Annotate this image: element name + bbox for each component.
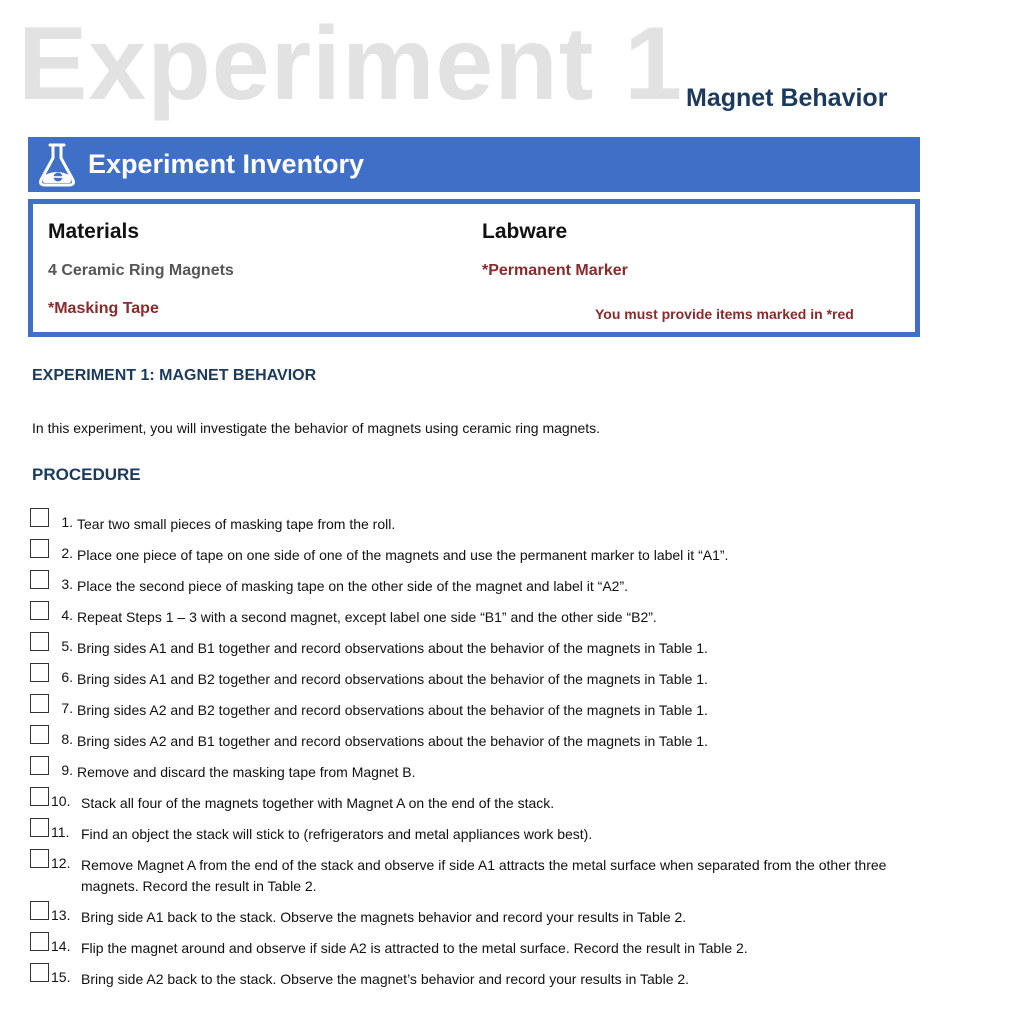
procedure-step <box>30 539 930 570</box>
step-number: 15. <box>51 969 71 985</box>
step-number: 12. <box>51 855 71 871</box>
procedure-step <box>30 901 930 932</box>
procedure-step <box>30 756 930 787</box>
step-checkbox[interactable] <box>30 663 49 682</box>
step-number: 6. <box>61 669 73 685</box>
labware-item-required: *Permanent Marker <box>482 262 628 279</box>
procedure-steps <box>30 508 930 994</box>
step-checkbox[interactable] <box>30 539 49 558</box>
procedure-step <box>30 849 930 901</box>
step-text: Remove and discard the masking tape from Magnet B. <box>77 764 416 780</box>
procedure-step <box>30 932 930 963</box>
step-text: Bring sides A1 and B1 together and record observations about the behavior of the magnets in Table 1. <box>77 640 708 656</box>
step-text: Bring side A1 back to the stack. Observe the magnets behavior and record your results in Table 2. <box>81 909 687 925</box>
procedure-step <box>30 570 930 601</box>
procedure-step <box>30 508 930 539</box>
section-title: EXPERIMENT 1: MAGNET BEHAVIOR <box>32 367 317 384</box>
step-text: Bring sides A2 and B2 together and record observations about the behavior of the magnets in Table 1. <box>77 702 708 718</box>
step-checkbox[interactable] <box>30 932 49 951</box>
step-number: 11. <box>51 824 70 840</box>
step-number: 8. <box>61 731 73 747</box>
step-text: Bring sides A1 and B2 together and record observations about the behavior of the magnets in Table 1. <box>77 671 708 687</box>
step-text: Place the second piece of masking tape on the other side of the magnet and label it “A2”. <box>77 578 629 594</box>
step-text: Bring side A2 back to the stack. Observe the magnet’s behavior and record your results in Table 2. <box>81 971 690 987</box>
step-number: 2. <box>61 545 73 561</box>
step-text: Stack all four of the magnets together with Magnet A on the end of the stack. <box>81 795 555 811</box>
procedure-step <box>30 632 930 663</box>
step-text: Place one piece of tape on one side of one of the magnets and use the permanent marker to label it “A1”. <box>77 547 729 563</box>
step-checkbox[interactable] <box>30 849 49 868</box>
step-number: 13. <box>51 907 71 923</box>
step-number: 5. <box>61 638 73 654</box>
step-text: Flip the magnet around and observe if side A2 is attracted to the metal surface. Record the result in Table 2. <box>81 940 748 956</box>
step-text: Repeat Steps 1 – 3 with a second magnet, except label one side “B1” and the other side “B2”. <box>77 609 657 625</box>
procedure-step <box>30 725 930 756</box>
experiment-big-title: Experiment 1 <box>18 6 684 122</box>
step-checkbox[interactable] <box>30 818 49 837</box>
inventory-header-bar <box>28 137 920 192</box>
step-checkbox[interactable] <box>30 963 49 982</box>
step-checkbox[interactable] <box>30 756 49 775</box>
material-item: 4 Ceramic Ring Magnets <box>48 262 234 279</box>
step-checkbox[interactable] <box>30 632 49 651</box>
experiment-subtitle: Magnet Behavior <box>686 84 888 112</box>
procedure-step <box>30 694 930 725</box>
step-number: 9. <box>61 762 73 778</box>
inventory-box <box>28 199 920 337</box>
material-item-required: *Masking Tape <box>48 300 159 317</box>
step-checkbox[interactable] <box>30 508 49 527</box>
step-number: 14. <box>51 938 71 954</box>
step-text: Tear two small pieces of masking tape from the roll. <box>77 516 396 532</box>
materials-heading: Materials <box>48 220 140 243</box>
step-checkbox[interactable] <box>30 787 49 806</box>
step-checkbox[interactable] <box>30 570 49 589</box>
procedure-step <box>30 818 930 849</box>
step-number: 7. <box>61 700 73 716</box>
procedure-step <box>30 963 930 994</box>
procedure-title: PROCEDURE <box>32 465 141 484</box>
procedure-step <box>30 787 930 818</box>
step-checkbox[interactable] <box>30 725 49 744</box>
step-checkbox[interactable] <box>30 694 49 713</box>
step-text: Bring sides A2 and B1 together and record observations about the behavior of the magnets in Table 1. <box>77 733 708 749</box>
step-text: Remove Magnet A from the end of the stack and observe if side A1 attracts the metal surface when separated from the other three magnets. Record the result in Table 2. <box>81 857 887 894</box>
step-number: 3. <box>61 576 73 592</box>
flask-icon <box>36 142 78 188</box>
inventory-title: Experiment Inventory <box>88 149 365 179</box>
step-number: 1. <box>61 514 73 530</box>
section-intro: In this experiment, you will investigate the behavior of magnets using ceramic ring magnets. <box>32 420 601 436</box>
step-text: Find an object the stack will stick to (refrigerators and metal appliances work best). <box>81 826 593 842</box>
procedure-step <box>30 601 930 632</box>
step-checkbox[interactable] <box>30 901 49 920</box>
labware-heading: Labware <box>482 220 568 243</box>
step-checkbox[interactable] <box>30 601 49 620</box>
step-number: 4. <box>61 607 73 623</box>
required-items-note: You must provide items marked in *red <box>595 306 854 322</box>
procedure-step <box>30 663 930 694</box>
step-number: 10. <box>51 793 71 809</box>
